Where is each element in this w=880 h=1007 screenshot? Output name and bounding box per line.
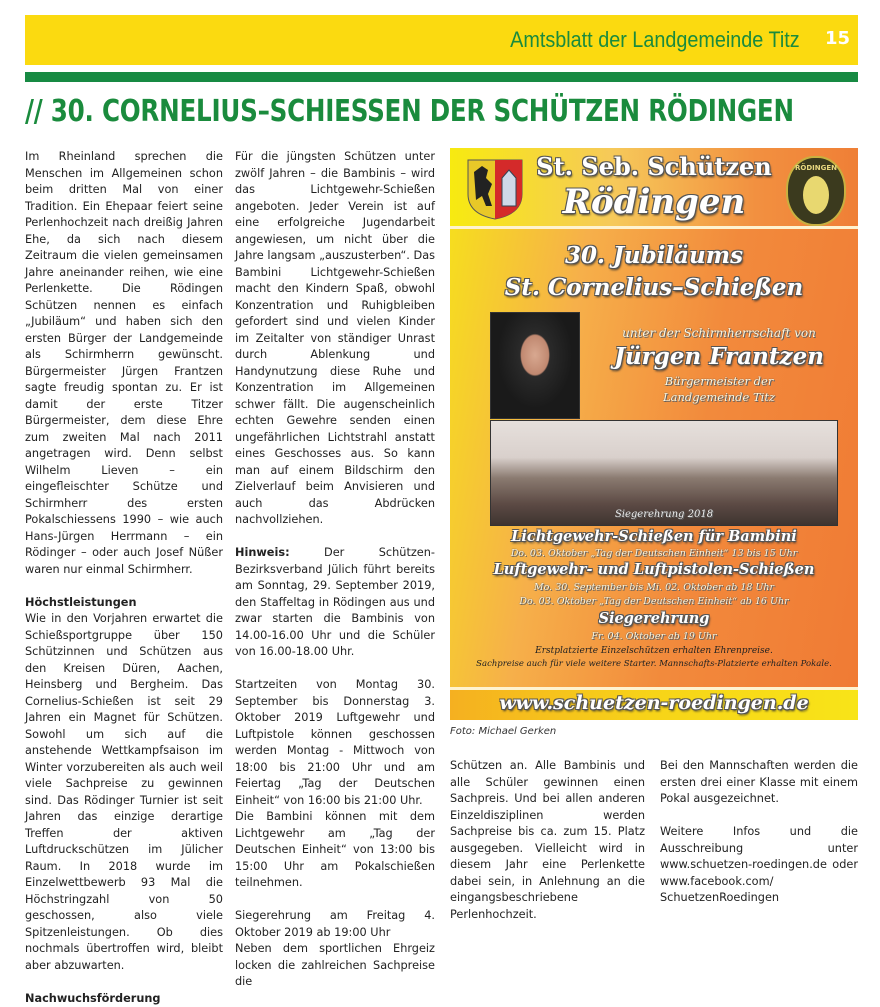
- hinweis-paragraph: [235, 545, 435, 661]
- page-header: [25, 15, 858, 65]
- paragraph: Bei den Mannschaften werden die ersten drei einer Klasse mit einem Pokal ausgezeichnet.: [660, 758, 858, 808]
- poster-club-line: St. Seb. Schützen: [450, 152, 858, 181]
- poster-url-band: [450, 687, 858, 720]
- mayor-photo: [490, 312, 580, 419]
- poster-event-2-date-1: Mo. 30. September bis Mi. 02. Oktober ab 18 Uhr: [450, 582, 858, 593]
- paragraph: Neben dem sportlichen Ehrgeiz locken die zahlreichen Sachpreise die: [235, 941, 435, 991]
- paragraph: Siegerehrung am Freitag 4. Oktober 2019 ab 19:00 Uhr: [235, 908, 435, 941]
- article-column-2: [235, 149, 435, 1007]
- paragraph: Für die jüngsten Schützen unter zwölf Jahren – die Bambinis – wird das Lichtgewehr-Schießen angeboten. Jeder Verein ist auf eine erfolgreiche Jugendarbeit angewiesen, um nicht über die Jahre langsam „auszusterben“. Das Bambini Lichtgewehr-Schießen macht den Kindern Spaß, obwohl Konzentration und Ruhigbleiben gefordert sind und vielen Kinder im Zeitalter von ständiger Unrast durch Ablenkung und Handynutzung diese Ruhe und Konzentration im Allgemeinen schwer fällt. Die augenscheinlich echten Gewehre senden einen ungefährlichen Lichtstrahl anstatt eines Geschosses aus. So kann man auf einem Bildschirm den Zielverlauf beim Anvisieren und auch das Abdrücken nachvollziehen.: [235, 149, 435, 529]
- paragraph: Schützen an. Alle Bambinis und alle Schüler gewinnen einen Sachpreis. Und bei allen anderen Einzeldisziplinen werden Sachpreise bis ca. zum 15. Platz ausgegeben. Vielleicht wird in diesem Jahr eine Perlenkette dabei sein, in Anlehnung an die eingangsbeschriebene Perlenhochzeit.: [450, 758, 645, 923]
- subheading-nachwuchsfoerderung: Nachwuchsförderung: [25, 991, 223, 1007]
- poster-event-2-title: Luftgewehr- und Luftpistolen-Schießen: [450, 561, 858, 578]
- poster-patron-intro: unter der Schirmherrschaft von: [580, 326, 858, 340]
- poster-note-1: Erstplatzierte Einzelschützen erhalten Ehrenpreise.: [450, 646, 858, 656]
- group-photo: [490, 420, 838, 526]
- hinweis-label: Hinweis:: [235, 546, 290, 559]
- paragraph: Startzeiten von Montag 30. September bis Donnerstag 3. Oktober 2019 Luftgewehr und Luftpistole können geschossen werden Montag - Mittwoch von 18:00 bis 21:00 Uhr und am Feiertag „Tag der Deutschen Einheit“ von 16:00 bis 21:00 Uhr.: [235, 677, 435, 809]
- page-number: 15: [825, 28, 850, 49]
- article-column-4: [660, 758, 858, 923]
- poster-title-2: St. Cornelius–Schießen: [450, 274, 858, 301]
- subheading-hoechstleistungen: Höchstleistungen: [25, 595, 223, 612]
- poster-title-1: 30. Jubiläums: [450, 242, 858, 269]
- poster-patron-name: Jürgen Frantzen: [580, 343, 858, 370]
- poster-note-2: Sachpreise auch für viele weitere Starter. Mannschafts-Platzierte erhalten Pokale.: [450, 659, 858, 669]
- paragraph: Die Bambini können mit dem Lichtgewehr am „Tag der Deutschen Einheit“ von 13:00 bis 15:00 Uhr am Pokalschießen teilnehmen.: [235, 809, 435, 892]
- event-poster: [450, 148, 858, 720]
- poster-patron-role-2: Landgemeinde Titz: [580, 390, 858, 404]
- poster-url: www.schuetzen-roedingen.de: [450, 692, 858, 714]
- publication-title: Amtsblatt der Landgemeinde Titz: [511, 27, 800, 53]
- badge-text: RÖDINGEN: [788, 164, 844, 172]
- paragraph: Weitere Infos und die Ausschreibung unter www.schuetzen-roedingen.de oder www.facebook.com/ SchuetzenRoedingen: [660, 824, 858, 907]
- poster-event-3-date: Fr. 04. Oktober ab 19 Uhr: [450, 631, 858, 642]
- poster-club-name: Rödingen: [450, 182, 858, 222]
- poster-event-1-date: Do. 03. Oktober „Tag der Deutschen Einheit“ 13 bis 15 Uhr: [450, 548, 858, 559]
- article-headline: // 30. CORNELIUS–SCHIESSEN DER SCHÜTZEN RÖDINGEN: [25, 94, 794, 129]
- poster-event-2-date-2: Do. 03. Oktober „Tag der Deutschen Einheit“ ab 16 Uhr: [450, 596, 858, 607]
- group-photo-label: Siegerehrung 2018: [491, 509, 837, 520]
- poster-event-1-title: Lichtgewehr-Schießen für Bambini: [450, 528, 858, 545]
- poster-patron-role-1: Bürgermeister der: [580, 374, 858, 388]
- club-badge-icon: [786, 156, 846, 226]
- header-divider: [25, 72, 858, 82]
- poster-event-3-title: Siegerehrung: [450, 610, 858, 627]
- paragraph: Wie in den Vorjahren erwartet die Schießsportgruppe über 150 Schützinnen und Schützen aus den Kreisen Düren, Aachen, Heinsberg und Bergheim. Das Cornelius-Schießen ist seit 29 Jahren ein Magnet für Schützen. Sowohl um sich auf die anstehende Wettkampfsaison im Winter vorzubereiten als auch weil viele Sachpreise zu gewinnen sind. Das Rödinger Turnier ist seit Jahren das einzige derartige Treffen der aktiven Luftdruckschützen im Jülicher Raum. In 2018 wurde im Einzelwettbewerb 93 Mal die Höchstringzahl von 50 geschossen, also viele Spitzenleistungen. Ob dies nochmals übertroffen wird, bleibt aber abzuwarten.: [25, 611, 223, 974]
- hinweis-text: Der Schützen-Bezirksverband Jülich führt bereits am Sonntag, 29. September 2019, den Staffeltag in Rödingen aus und zwar starten die Bambinis von 14.00-16.00 Uhr und die Schüler von 16.00-18.00 Uhr.: [235, 546, 435, 658]
- photo-caption: Foto: Michael Gerken: [450, 726, 556, 737]
- article-column-1: [25, 149, 223, 1007]
- poster-banner: [450, 148, 858, 229]
- intro-paragraph: Im Rheinland sprechen die Menschen im Allgemeinen schon beim dritten Mal von einer Tradition. Ein Ehepaar feiert seine Perlenhochzeit nach dreißig Jahren Ehe, da sich nach diesem Zeitraum die vielen gemeinsamen Jahre aneinander reihen, wie eine Perlenkette. Die Rödingen Schützen nennen es einfach „Jubiläum“ und haben sich den ersten Bürger der Landgemeinde als Schirmherrn gewünscht. Bürgermeister Jürgen Frantzen sagte freudig spontan zu. Er ist damit der erste Titzer Bürgermeister, dem diese Ehre zum zweiten Mal nach 2011 angetragen wird. Denn selbst Wilhelm Lieven – ein eingefleischter Schütze und Schirmherr des ersten Pokalschiessens 1990 – wie auch Hans-Jürgen Herrmann – ein Rödinger – oder auch Josef Nüßer waren nur einmal Schirmherr.: [25, 149, 223, 578]
- article-column-3: [450, 758, 645, 940]
